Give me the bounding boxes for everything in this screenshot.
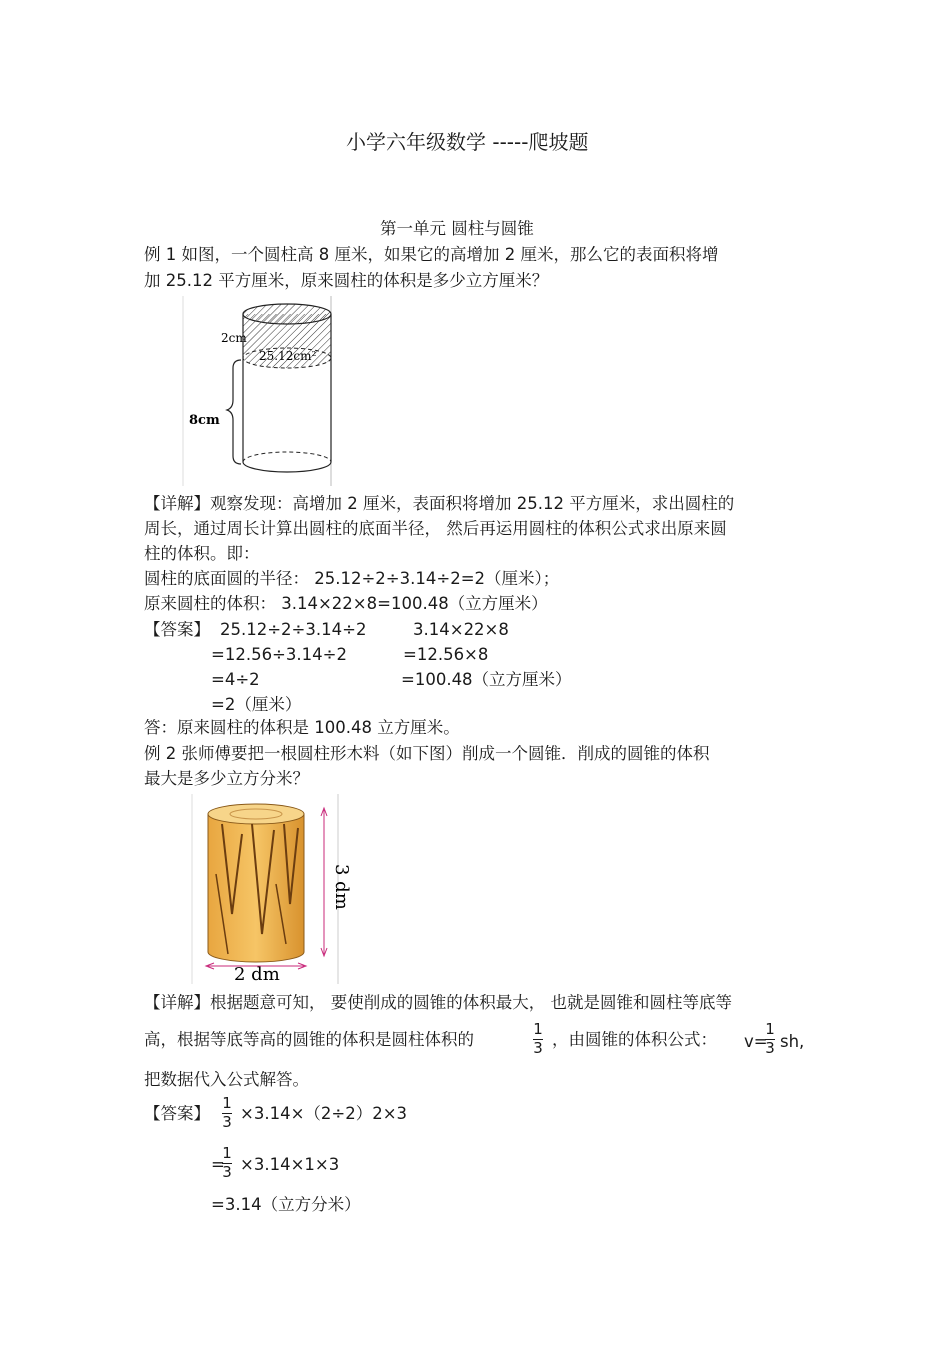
label-8cm: 8cm: [189, 413, 220, 428]
example2-explain-1: 【详解】根据题意可知， 要使削成的圆锥的体积最大， 也就是圆锥和圆柱等底等: [144, 993, 732, 1012]
example1-explain-4: 圆柱的底面圆的半径： 25.12÷2÷3.14÷2=2（厘米）；: [144, 569, 560, 588]
example1-answer-left-2: =12.56÷3.14÷2: [211, 645, 347, 664]
example1-question-line1: 例 1 如图，一个圆柱高 8 厘米，如果它的高增加 2 厘米，那么它的表面积将增: [144, 245, 719, 264]
example1-answer-left-1: 25.12÷2÷3.14÷2: [220, 620, 367, 639]
example2-explain-3: 把数据代入公式解答。: [144, 1070, 309, 1089]
example2-answer-3: =3.14（立方分米）: [211, 1195, 361, 1214]
example2-answer-label: 【答案】: [144, 1104, 210, 1123]
example1-answer-right-1: 3.14×22×8: [413, 620, 509, 639]
example2-answer-1: ×3.14×（2÷2）2×3: [240, 1104, 408, 1123]
example2-explain-2d: sh,: [780, 1032, 805, 1051]
example1-answer-left-3: =4÷2: [211, 670, 260, 689]
example2-explain-2b: ，由圆锥的体积公式：: [552, 1030, 717, 1049]
label-2cm: 2cm: [221, 331, 247, 345]
example2-question-line2: 最大是多少立方分米？: [144, 769, 309, 788]
example1-answer-label: 【答案】: [144, 620, 210, 639]
example1-explain-5: 原来圆柱的体积： 3.14×22×8=100.48（立方厘米）: [144, 594, 548, 613]
wood-log-figure: [192, 794, 352, 985]
example1-explain-2: 周长，通过周长计算出圆柱的底面半径， 然后再运用圆柱的体积公式求出原来圆: [144, 519, 727, 538]
page-title: 小学六年级数学 -----爬坡题: [346, 130, 589, 154]
fraction-one-third-a: 1 3: [533, 1020, 543, 1057]
example2-explain-2c: v=: [744, 1032, 768, 1051]
example1-question-line2: 加 25.12 平方厘米，原来圆柱的体积是多少立方厘米？: [144, 271, 549, 290]
example1-answer-left-4: =2（厘米）: [211, 695, 302, 714]
example1-final-answer: 答：原来圆柱的体积是 100.48 立方厘米。: [144, 718, 460, 737]
example2-explain-2a: 高，根据等底等高的圆锥的体积是圆柱体积的: [144, 1030, 474, 1049]
example1-explain-1: 【详解】观察发现：高增加 2 厘米，表面积将增加 25.12 平方厘米，求出圆柱的: [144, 494, 735, 513]
example2-question-line1: 例 2 张师傅要把一根圆柱形木料（如下图）削成一个圆锥．削成的圆锥的体积: [144, 744, 710, 763]
fraction-one-third-c: 1 3: [222, 1094, 232, 1131]
example2-answer-2-eq: =: [211, 1155, 225, 1174]
label-3dm: 3 dm: [331, 864, 352, 910]
example2-answer-2: ×3.14×1×3: [240, 1155, 340, 1174]
label-2dm: 2 dm: [234, 964, 280, 985]
example1-explain-3: 柱的体积。即：: [144, 544, 260, 563]
example1-answer-right-3: =100.48（立方厘米）: [401, 670, 572, 689]
fraction-one-third-b: 1 3: [765, 1020, 775, 1057]
unit-heading: 第一单元 圆柱与圆锥: [380, 219, 534, 238]
label-area: 25.12cm²: [259, 349, 317, 363]
cylinder-figure: [183, 296, 333, 486]
fraction-one-third-d: 1 3: [222, 1144, 232, 1181]
example1-answer-right-2: =12.56×8: [403, 645, 489, 664]
